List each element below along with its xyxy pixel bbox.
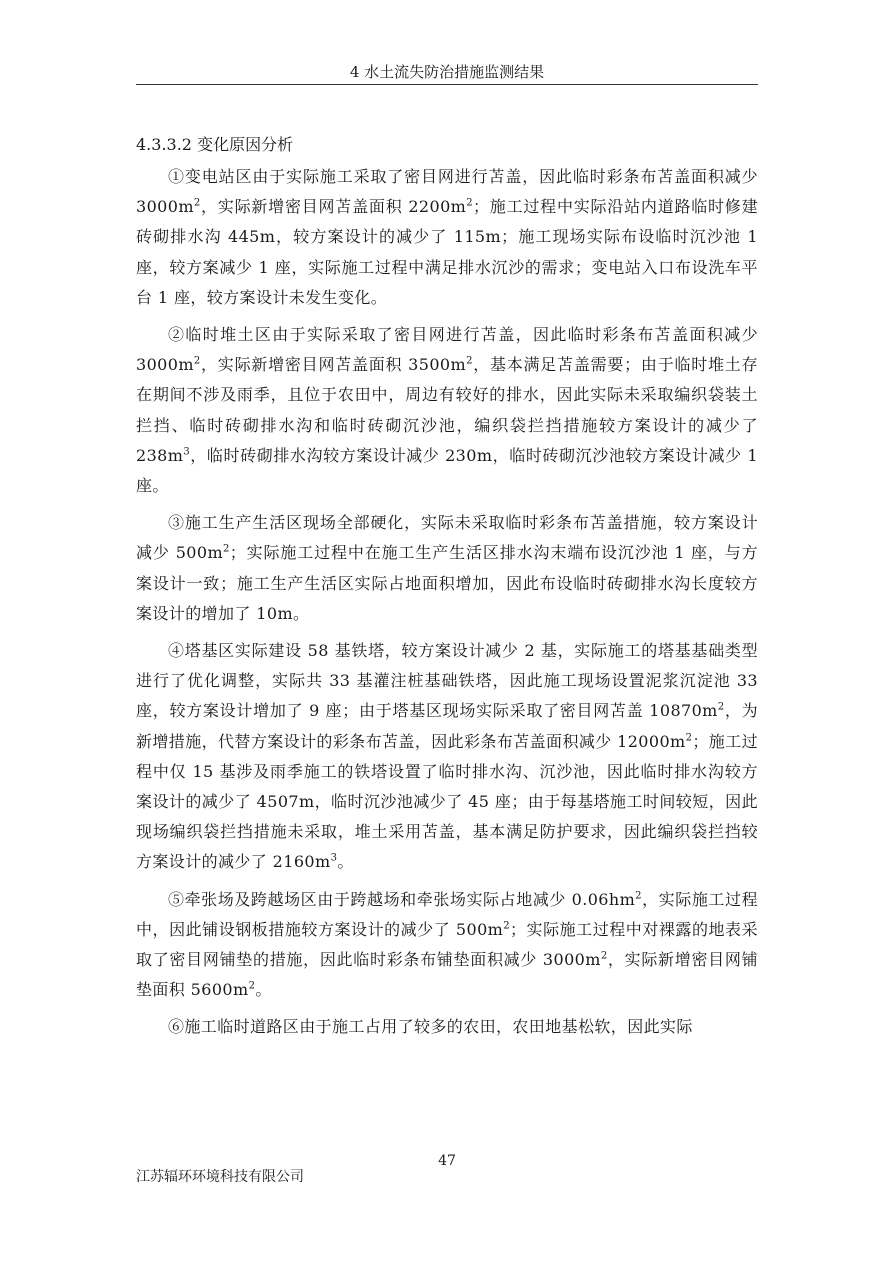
unit-exponent: 2 [193, 197, 201, 209]
paragraph-list [136, 162, 758, 1043]
page-number: 47 [438, 1153, 456, 1169]
company-name: 江苏辐环环境科技有限公司 [136, 1169, 304, 1185]
paragraph-6 [136, 1012, 758, 1042]
paragraph-4 [136, 636, 758, 878]
paragraph-text: ；实际施工过程中对裸露的地表采取了密目网铺垫的措施，因此临时彩条布铺垫面积减少 3000m [136, 919, 758, 970]
unit-exponent: 2 [503, 920, 510, 932]
section-heading: 4.3.3.2 变化原因分析 [136, 135, 294, 154]
paragraph-2 [136, 320, 758, 501]
unit-exponent: 2 [600, 950, 608, 962]
paragraph-text: 。 [255, 980, 272, 1000]
paragraph-text: ，基本满足苫盖需要；由于临时堆土存在期间不涉及雨季，且位于农田中，周边有较好的排水，因此实际未采取编织袋装土拦挡、临时砖砌排水沟和临时砖砌沉沙池，编织袋拦挡措施较方案设计的减少了 238m [136, 355, 758, 465]
unit-exponent: 2 [635, 890, 642, 902]
paragraph-3 [136, 508, 758, 629]
paragraph-text: ⑤牵张场及跨越场区由于跨越场和牵张场实际占地减少 0.06hm [168, 889, 636, 909]
paragraph-text: ，实际新增密目网铺垫面积 5600m [136, 950, 758, 1000]
paragraph-text: ①变电站区由于实际施工采取了密目网进行苫盖，因此临时彩条布苫盖面积减少 3000m [136, 167, 758, 217]
unit-exponent: 3 [183, 446, 191, 458]
unit-exponent: 3 [330, 853, 338, 865]
paragraph-text: ；实际施工过程中在施工生产生活区排水沟末端布设沉沙池 1 座，与方案设计一致；施工生产生活区实际占地面积增加，因此布设临时砖砌排水沟长度较方案设计的增加了 10m。 [136, 543, 758, 623]
paragraph-text: ，实际施工过程中，因此铺设钢板措施较方案设计的减少了 500m [136, 889, 758, 939]
document-body [136, 128, 758, 1050]
unit-exponent: 2 [248, 980, 256, 992]
unit-exponent: 2 [466, 197, 474, 209]
paragraph-text: ，临时砖砌排水沟较方案设计减少 230m，临时砖砌沉沙池较方案设计减少 1 座。 [136, 445, 758, 496]
unit-exponent: 2 [685, 732, 693, 744]
paragraph-text: ；施工过程中实际沿站内道路临时修建砖砌排水沟 445m，较方案设计的减少了 115m；施工现场实际布设临时沉沙池 1 座，较方案减少 1 座，实际施工过程中满足排水沉沙的需求；变电站入口布设洗车平台 1 座，较方案设计未发生变化。 [136, 197, 758, 307]
unit-exponent: 2 [466, 355, 473, 367]
paragraph-text: ，实际新增密目网苫盖面积 2200m [200, 197, 467, 217]
unit-exponent: 2 [717, 702, 725, 714]
unit-exponent: 2 [193, 355, 201, 367]
paragraph-text: ③施工生产生活区现场全部硬化，实际未采取临时彩条布苫盖措施，较方案设计减少 500m [136, 513, 758, 563]
paragraph-text: ，为新增措施，代替方案设计的彩条布苫盖，因此彩条布苫盖面积减少 12000m [136, 701, 758, 751]
paragraph-text: ⑥施工临时道路区由于施工占用了较多的农田，农田地基松软，因此实际 [168, 1017, 693, 1037]
paragraph-5 [136, 885, 758, 1006]
paragraph-text: ②临时堆土区由于实际采取了密目网进行苫盖，因此临时彩条布苫盖面积减少 3000m [136, 325, 758, 375]
paragraph-text: 。 [337, 852, 354, 872]
paragraph-text: ；施工过程中仅 15 基涉及雨季施工的铁塔设置了临时排水沟、沉沙池，因此临时排水沟较方案设计的减少了 4507m，临时沉沙池减少了 45 座；由于每基塔施工时间较短，因此现场编织袋拦挡措施未采取，堆土采用苫盖，基本满足防护要求，因此编织袋拦挡较方案设计的减少了 2160m [136, 731, 758, 872]
header-divider [136, 84, 758, 85]
unit-exponent: 2 [223, 544, 230, 556]
paragraph-1 [136, 162, 758, 313]
paragraph-text: ，实际新增密目网苫盖面积 3500m [200, 355, 467, 375]
paragraph-text: ④塔基区实际建设 58 基铁塔，较方案设计减少 2 基，实际施工的塔基基础类型进行了优化调整，实际共 33 基灌注桩基础铁塔，因此施工现场设置泥浆沉淀池 33 座，较方案设计增加了 9 座；由于塔基区现场实际采取了密目网苫盖 10870m [136, 641, 758, 721]
page-header-title: 4 水土流失防治措施监测结果 [349, 63, 545, 81]
